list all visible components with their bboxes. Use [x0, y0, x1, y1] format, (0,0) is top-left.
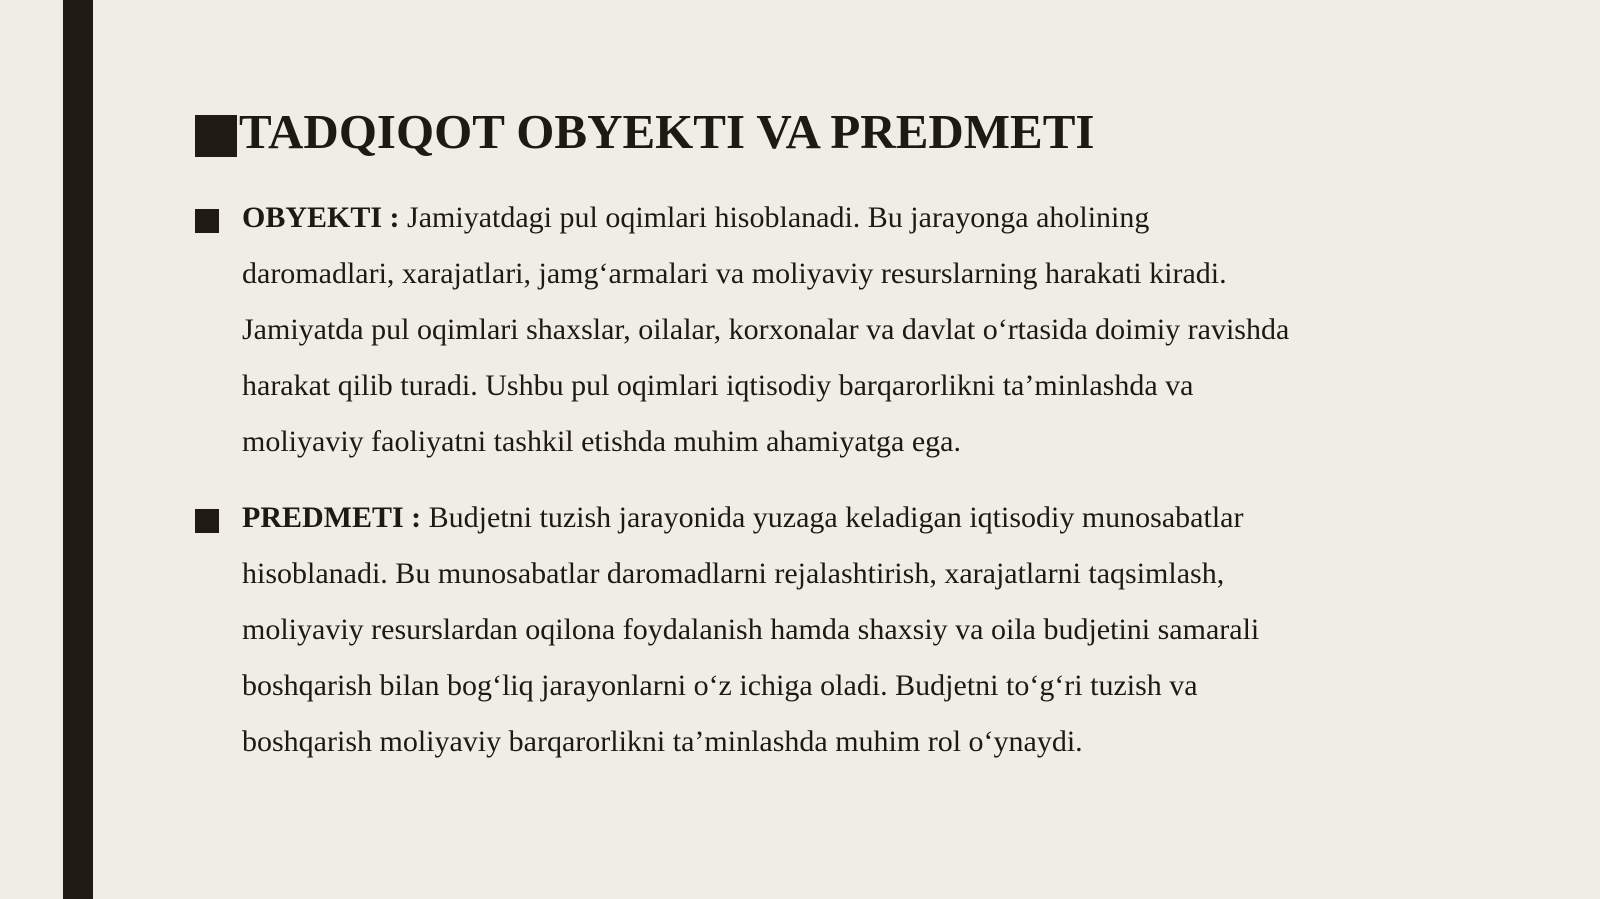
- slide-title-text: TADQIQOT OBYEKTI VA PREDMETI: [239, 104, 1095, 159]
- bullet-term: PREDMETI :: [242, 501, 422, 534]
- bullet-line: moliyaviy resurslardan oqilona foydalanish hamda shaxsiy va oila budjetini samarali: [242, 613, 1260, 646]
- bullet-text: [242, 490, 1435, 770]
- bullet-obyekti: [195, 190, 1435, 470]
- bullet-line: Budjetni tuzish jarayonida yuzaga keladigan iqtisodiy munosabatlar: [421, 501, 1244, 534]
- title-bullet-square-icon: [195, 115, 237, 157]
- bullet-line: harakat qilib turadi. Ushbu pul oqimlari iqtisodiy barqarorlikni ta’minlashda va: [242, 369, 1194, 402]
- bullet-square-icon: [195, 509, 219, 533]
- bullet-line: daromadlari, xarajatlari, jamg‘armalari va moliyaviy resurslarning harakati kiradi.: [242, 257, 1227, 290]
- bullet-line: boshqarish bilan bog‘liq jarayonlarni o‘z ichiga oladi. Budjetni to‘g‘ri tuzish va: [242, 669, 1198, 702]
- bullet-line: moliyaviy faoliyatni tashkil etishda muhim ahamiyatga ega.: [242, 425, 961, 458]
- slide-title: [195, 100, 1094, 164]
- left-accent-bar: [63, 0, 93, 899]
- bullet-line: Jamiyatdagi pul oqimlari hisoblanadi. Bu jarayonga aholining: [399, 201, 1150, 234]
- bullet-line: hisoblanadi. Bu munosabatlar daromadlarni rejalashtirish, xarajatlarni taqsimlash,: [242, 557, 1225, 590]
- bullet-square-icon: [195, 209, 219, 233]
- bullet-term: OBYEKTI :: [242, 201, 400, 234]
- bullet-line: Jamiyatda pul oqimlari shaxslar, oilalar, korxonalar va davlat o‘rtasida doimiy ravishda: [242, 313, 1290, 346]
- bullet-text: [242, 190, 1435, 470]
- bullet-predmeti: [195, 490, 1435, 770]
- bullet-line: boshqarish moliyaviy barqarorlikni ta’minlashda muhim rol o‘ynaydi.: [242, 725, 1083, 758]
